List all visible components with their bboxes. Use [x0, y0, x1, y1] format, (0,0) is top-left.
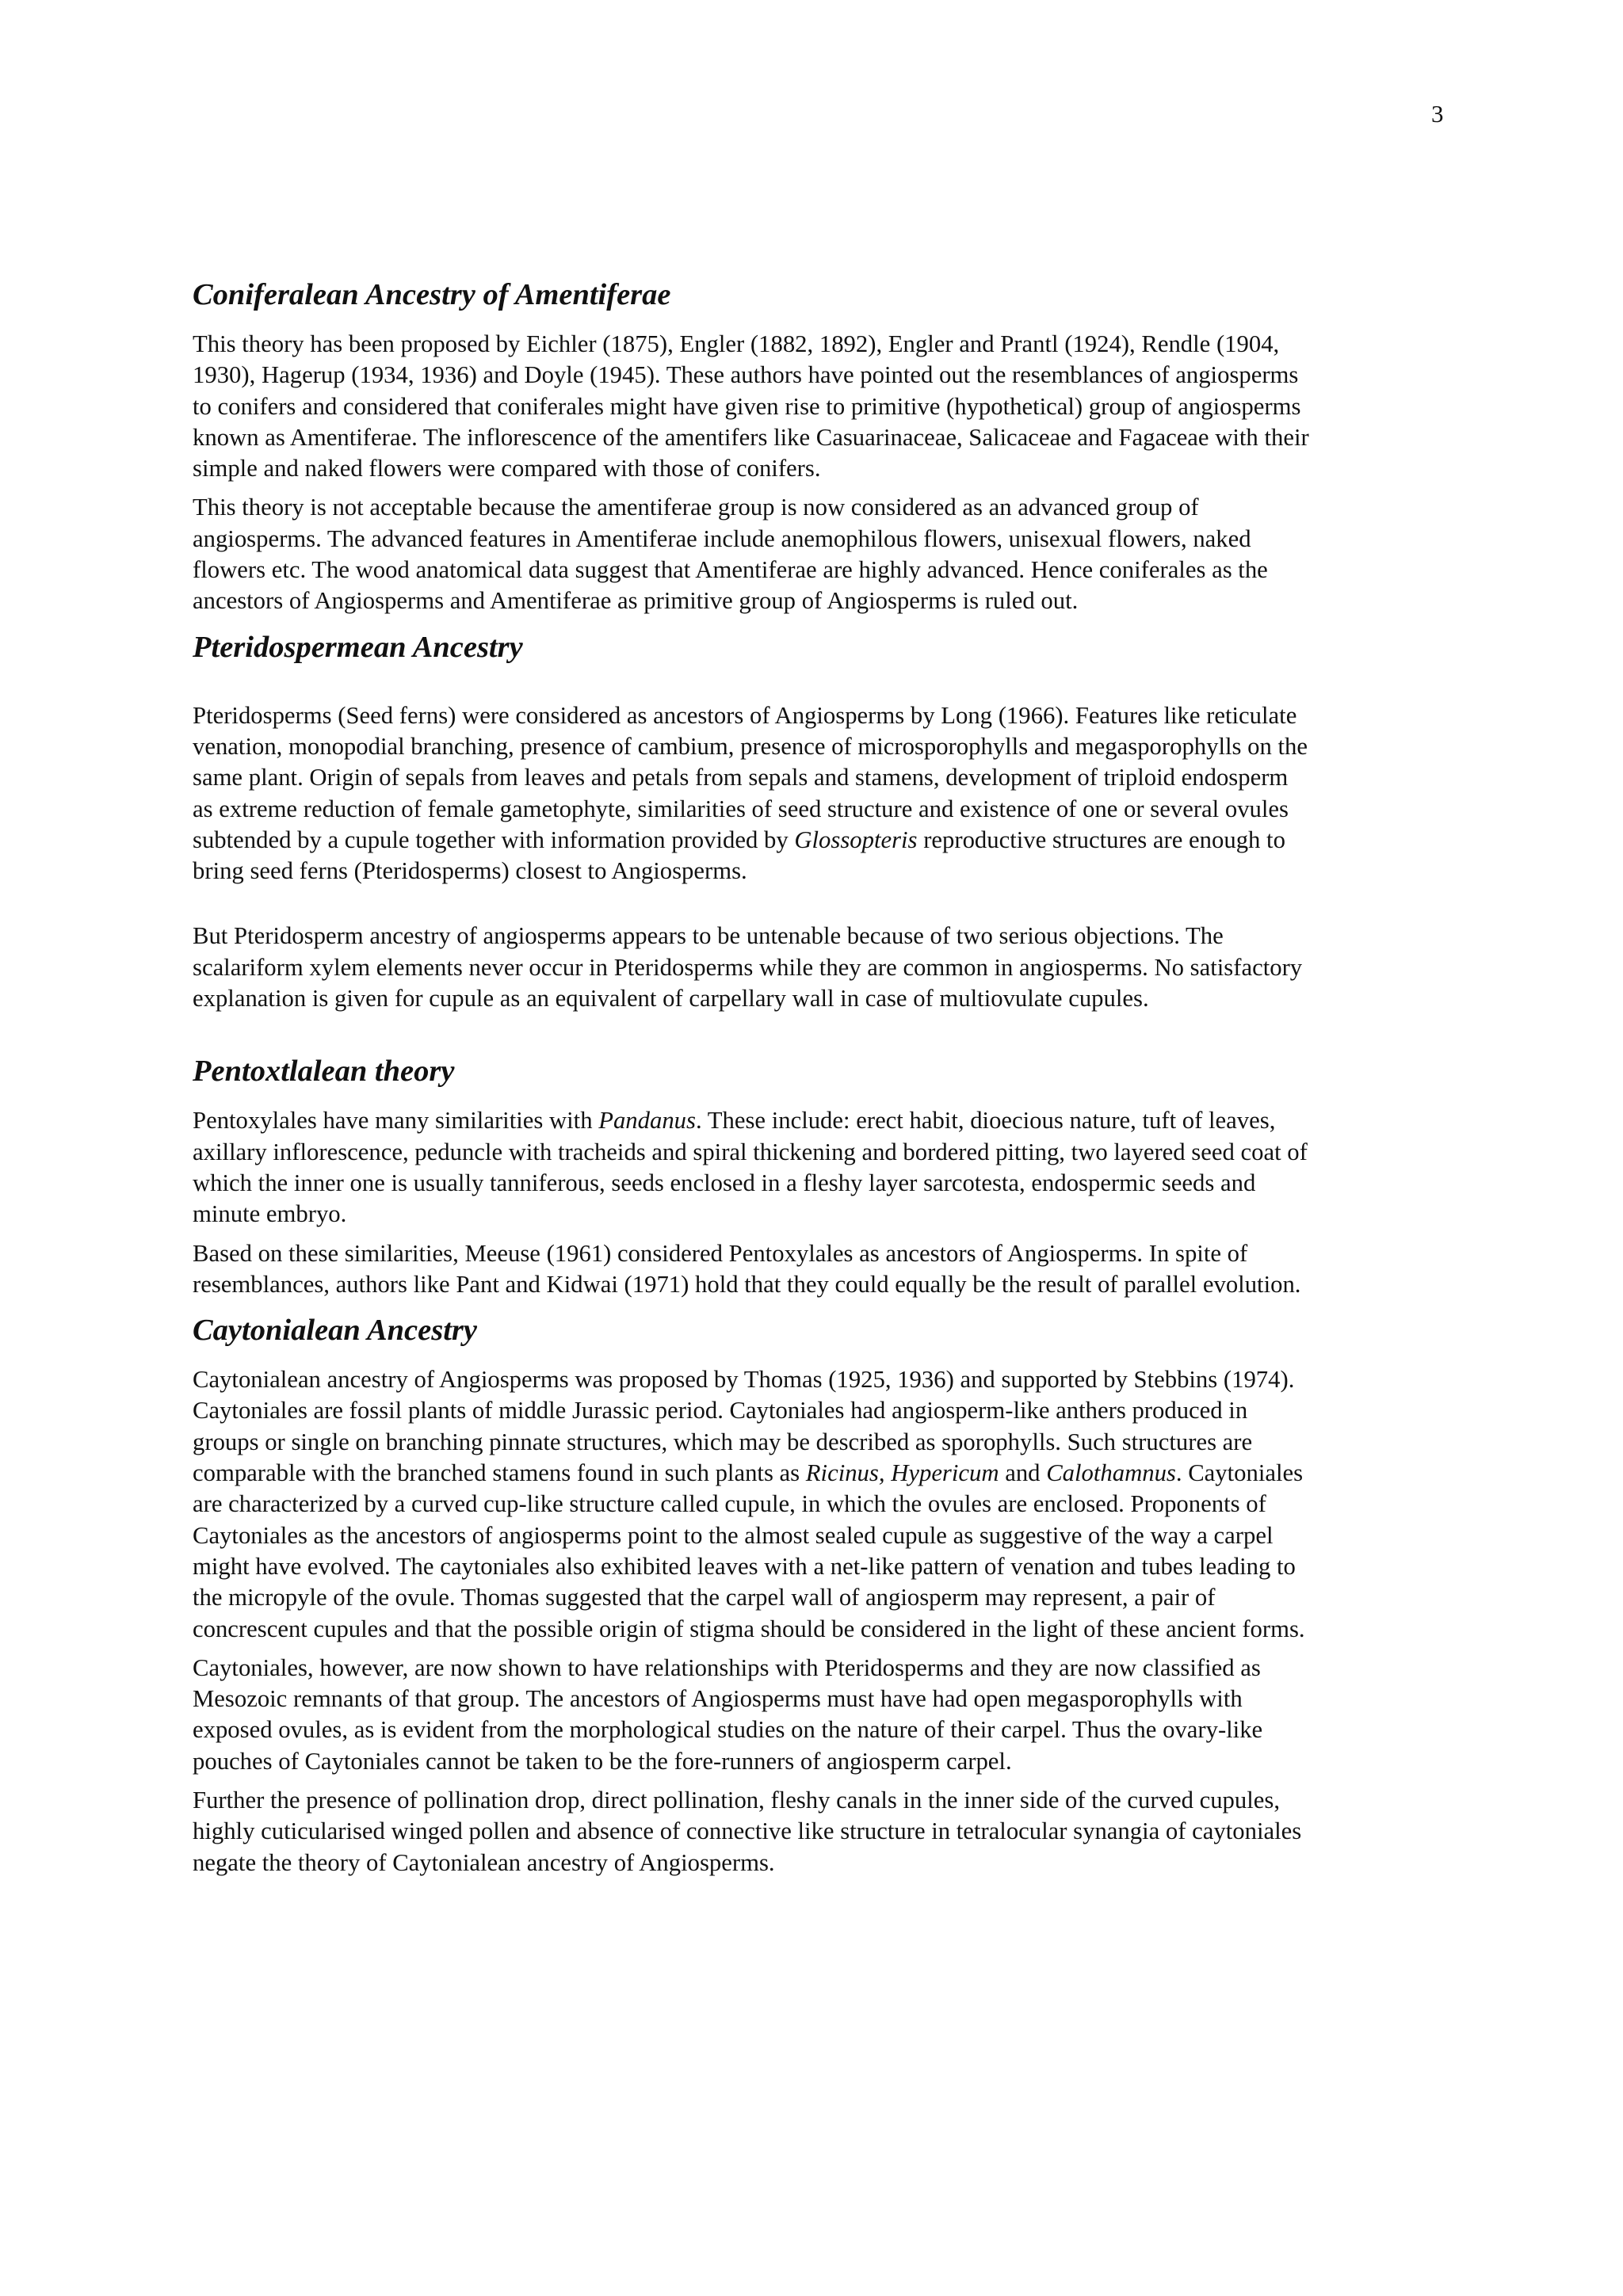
paragraph: But Pteridosperm ancestry of angiosperms appears to be untenable because of two serious objections. The scalariform xylem elements never occur in Pteridosperms while they are common in angiosperms. No satisfactory explanation is given for cupule as an equivalent of carpellary wall in case of multiovulate cupules.: [193, 922, 1303, 1013]
paragraph: Further the presence of pollination drop, direct pollination, fleshy canals in the inner side of the curved cupules, highly cuticularised winged pollen and absence of connective like structure in tetralocular synangia of caytoniales negate the theory of Caytonialean ancestry of Angiosperms.: [193, 1786, 1302, 1876]
paragraph: [193, 1105, 1457, 1230]
italic-term: Pandanus: [598, 1107, 696, 1135]
paragraph: Based on these similarities, Meeuse (1961) considered Pentoxylales as ancestors of Angiosperms. In spite of resemblances, authors like Pant and Kidwai (1971) hold that they could equally be the result of parallel evolution.: [193, 1239, 1301, 1298]
paragraph: Caytoniales, however, are now shown to have relationships with Pteridosperms and they are now classified as Mesozoic remnants of that group. The ancestors of Angiosperms must have had open megasporophylls with exposed ovules, as is evident from the morphological studies on the nature of their carpel. Thus the ovary-like pouches of Caytoniales cannot be taken to be the fore-runners of angiosperm carpel.: [193, 1653, 1263, 1775]
paragraph: [193, 1364, 1457, 1645]
italic-term: Glossopteris: [794, 826, 918, 853]
text-run: and: [999, 1459, 1047, 1487]
document-body: [193, 273, 1457, 1878]
paragraph: This theory is not acceptable because the amentiferae group is now considered as an advanced group of angiosperms. The advanced features in Amentiferae include anemophilous flowers, unisexual flowers, naked flowers etc. The wood anatomical data suggest that Amentiferae are highly advanced. Hence coniferales as the ancestors of Angiosperms and Amentiferae as primitive group of Angiosperms is ruled out.: [193, 494, 1268, 615]
paragraph: This theory has been proposed by Eichler (1875), Engler (1882, 1892), Engler and Prantl (1924), Rendle (1904, 1930), Hagerup (1934, 1936) and Doyle (1945). These authors have pointed out the resemblances of angiosperms to conifers and considered that coniferales might have given rise to primitive (hypothetical) group of angiosperms known as Amentiferae. The inflorescence of the amentifers like Casuarinaceae, Salicaceae and Fagaceae with their simple and naked flowers were compared with those of conifers.: [193, 330, 1309, 482]
text-run: . Caytoniales are characterized by a curved cup-like structure called cupule, in which the ovules are enclosed. Proponents of Caytoniales as the ancestors of angiosperms point to the almost sealed cupule as suggestive of the way a carpel might have evolved. The caytoniales also exhibited leaves with a net-like pattern of venation and tubes leading to the micropyle of the ovule. Thomas suggested that the carpel wall of angiosperm may represent, a pair of concrescent cupules and that the possible origin of stigma should be considered in the light of these ancient forms.: [193, 1459, 1305, 1642]
text-run: Pteridosperms (Seed ferns) were considered as ancestors of Angiosperms by Long (1966). Features like reticulate venation, monopodial branching, presence of cambium, presence of microsporophylls and megasporophylls on the same plant. Origin of sepals from leaves and petals from sepals and stamens, development of triploid endosperm as extreme reduction of female gametophyte, similarities of seed structure and existence of one or several ovules subtended by a cupule together with information provided by: [193, 701, 1308, 853]
page-number: 3: [1431, 100, 1444, 128]
section-heading-coniferalean: Coniferalean Ancestry of Amentiferae: [193, 278, 671, 311]
text-run: . These include: erect habit, dioecious nature, tuft of leaves, axillary inflorescence, peduncle with tracheids and spiral thickening and bordered pitting, two layered seed coat of which the inner one is usually tanniferous, seeds enclosed in a fleshy layer sarcotesta, endospermic seeds and minute embryo.: [193, 1107, 1308, 1228]
italic-term: Calothamnus: [1046, 1459, 1176, 1487]
text-run: Pentoxylales have many similarities with: [193, 1107, 599, 1135]
section-heading-pentoxtlalean: Pentoxtlalean theory: [193, 1055, 455, 1089]
section-heading-pteridospermean: Pteridospermean Ancestry: [193, 630, 523, 664]
text-run: reproductive structures are enough to bring seed ferns (Pteridosperms) closest to Angiosperms.: [193, 826, 1285, 885]
paragraph: [193, 700, 1457, 887]
italic-term: Ricinus, Hypericum: [805, 1459, 999, 1487]
text-run: Caytonialean ancestry of Angiosperms was proposed by Thomas (1925, 1936) and supported by Stebbins (1974). Caytoniales are fossil plants of middle Jurassic period. Caytoniales had angiosperm-like anthers produced in groups or single on branching pinnate structures, which may be described as sporophylls. Such structures are comparable with the branched stamens found in such plants as: [193, 1366, 1295, 1487]
section-heading-caytonialean: Caytonialean Ancestry: [193, 1314, 477, 1348]
